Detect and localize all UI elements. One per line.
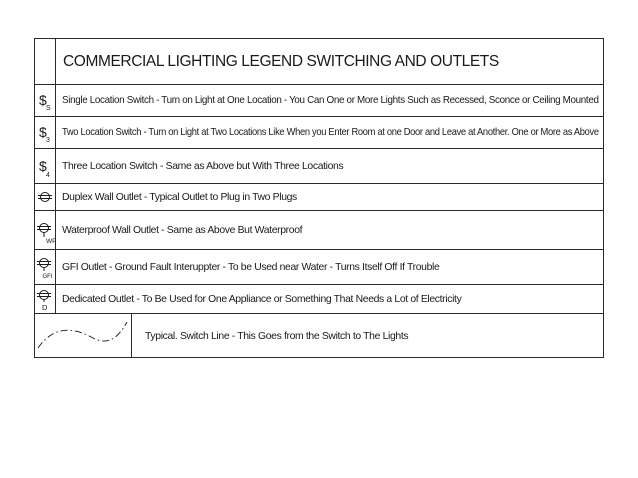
svg-text:D: D [42, 303, 48, 312]
legend-row-three-location-switch [35, 149, 603, 184]
legend-header-row [35, 39, 603, 85]
symbol-cell [35, 184, 56, 210]
switch-line-description: Typical. Switch Line - This Goes from the Switch to The Lights [145, 330, 409, 342]
svg-text:$: $ [39, 158, 47, 174]
svg-text:WP: WP [46, 238, 57, 245]
legend-row-gfi-outlet [35, 250, 603, 285]
legend-row-switch-line [35, 314, 603, 358]
legend-table [34, 38, 604, 358]
legend-description: Two Location Switch - Turn on Light at Two Locations Like When you Enter Room at one Door and Leave at Another. One or More as Above [62, 127, 599, 138]
svg-text:3: 3 [46, 137, 50, 144]
four-way-switch-icon [35, 149, 56, 183]
symbol-cell [35, 211, 56, 249]
symbol-cell [35, 117, 56, 148]
legend-description: Single Location Switch - Turn on Light at One Location - You Can One or More Lights Such as Recessed, Sconce or Ceiling Mounted [62, 95, 599, 106]
switch-line-symbol-cell [35, 314, 132, 358]
legend-description: Duplex Wall Outlet - Typical Outlet to Plug in Two Plugs [62, 191, 297, 203]
legend-row-single-switch [35, 85, 603, 117]
legend-row-waterproof-outlet [35, 211, 603, 250]
svg-text:GFI: GFI [42, 274, 53, 280]
svg-text:$: $ [39, 92, 47, 108]
switch-line-icon [35, 314, 132, 358]
legend-title: COMMERCIAL LIGHTING LEGEND SWITCHING AND OUTLETS [63, 52, 499, 70]
header-symbol-cell [35, 39, 56, 84]
symbol-cell [35, 149, 56, 183]
gfi-outlet-icon [35, 250, 56, 284]
svg-text:$: $ [39, 124, 47, 140]
legend-row-two-location-switch [35, 117, 603, 149]
three-way-switch-icon [35, 117, 56, 148]
dedicated-outlet-icon [35, 285, 56, 313]
svg-text:4: 4 [46, 172, 50, 179]
symbol-cell [35, 285, 56, 313]
legend-row-dedicated-outlet [35, 285, 603, 314]
symbol-cell [35, 85, 56, 116]
legend-row-duplex-outlet [35, 184, 603, 211]
symbol-cell [35, 250, 56, 284]
duplex-outlet-icon [35, 184, 56, 210]
legend-description: Waterproof Wall Outlet - Same as Above But Waterproof [62, 224, 303, 236]
single-pole-switch-icon [35, 85, 56, 116]
legend-description: Three Location Switch - Same as Above but With Three Locations [62, 160, 344, 172]
waterproof-outlet-icon [35, 211, 56, 249]
legend-description: Dedicated Outlet - To Be Used for One Appliance or Something That Needs a Lot of Electricity [62, 293, 462, 305]
svg-text:S: S [46, 105, 51, 112]
legend-description: GFI Outlet - Ground Fault Interuppter - To be Used near Water - Turns Itself Off If Trouble [62, 261, 440, 273]
